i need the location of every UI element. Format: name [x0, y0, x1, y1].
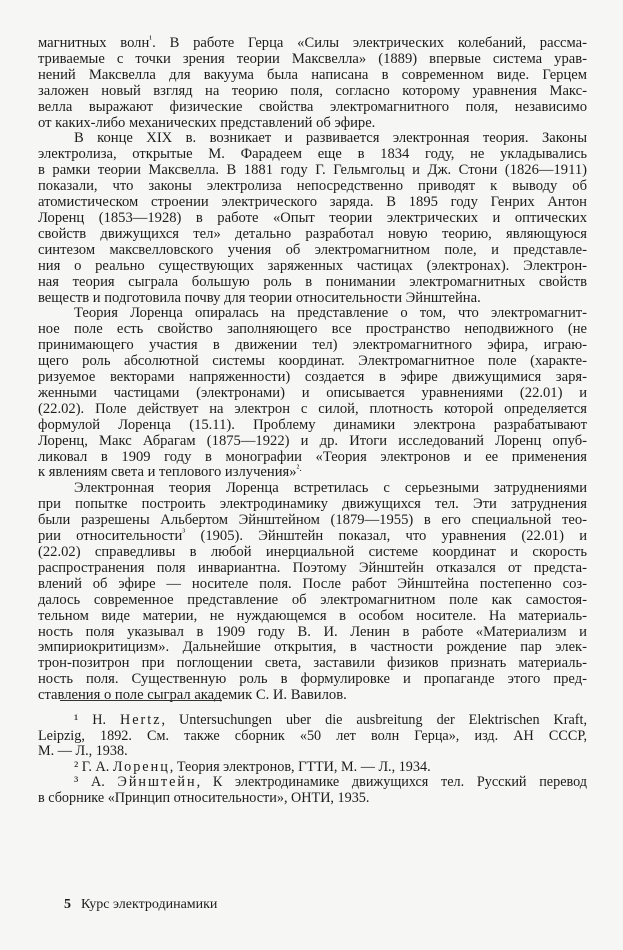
- footnote-ref-2: ².: [296, 464, 302, 475]
- text-line: в рамки теории Максвелла. В 1881 году Г. Гельмгольц и Дж. Стони (1826—1911): [38, 162, 587, 179]
- footnote-line: М. — Л., 1938.: [38, 743, 128, 760]
- text-line: В конце XIX в. возникает и развивается электронная теория. Законы: [74, 130, 587, 147]
- text-line: электролиза, открытые М. Фарадеем еще в 1834 году, не укладывались: [38, 146, 587, 163]
- footnote-3: ³ А. Эйнштейн, К электродинамике движущихся тел. Русский перевод: [74, 774, 588, 791]
- text-line: рии относительности$^{^3}$ (1905). Эйнштейн показал, что уравнения (22.01) и: [38, 528, 587, 545]
- text-line: Лоренц (1853—1928) в работе «Опыт теории электрических и оптических: [38, 209, 587, 226]
- footnotes: [38, 713, 587, 807]
- text-line: ставления о поле сыграл академик С. И. Вавилов.: [38, 687, 347, 704]
- text-line: свойств движущихся тел» детально разработал новую теорию, являющуюся: [38, 225, 587, 242]
- text-line: ная теория сыграла большую роль в понимании электромагнитных свойств: [38, 273, 587, 290]
- footnote-1: ¹ H. Hertz, Untersuchungen uber die ausbreitung der Elektrischen Kraft,: [74, 712, 587, 728]
- text-line: тельном виде материи, не нуждающемся в особом носителе. На материаль-: [38, 607, 587, 624]
- text-line: ность поля указывал в 1909 году В. И. Ленин в работе «Материализм и: [38, 623, 587, 640]
- body-text: [38, 36, 587, 704]
- text-line: ния о реально существующих заряженных частицах (электронах). Электрон-: [38, 257, 587, 274]
- footnote-ref-3: ³: [182, 528, 186, 539]
- footnote-ref-1: ¹: [149, 35, 153, 45]
- text-line: эмпириокритицизм». Дальнейшие открытия, в частности рождение пар элек-: [38, 639, 587, 656]
- text-line: при попытке построить электродинамику движущихся тел. Эти затруднения: [38, 496, 587, 513]
- text-line: принимающего участия в движении тел) электромагнитного эфира, играю-: [38, 337, 587, 354]
- book-title: Курс электродинамики: [81, 897, 218, 912]
- text-line: к явлениям света и теплового излучения»$^{^2.}$: [38, 464, 302, 481]
- text-line: Теория Лоренца опиралась на представление о том, что электромагнит-: [74, 305, 587, 322]
- page-footer: [64, 897, 217, 913]
- text-line: ное поле есть свойство заполняющего все пространство неподвижного (не: [38, 321, 587, 338]
- text-line: формулой Лоренца (15.11). Проблему динамики электрона разрабатывают: [38, 416, 587, 433]
- footnote-line: в сборнике «Принцип относительности», ОНТИ, 1935.: [38, 789, 370, 806]
- sheet-number: 5: [64, 897, 71, 912]
- text-line: ризуемое векторами напряженности) создается в эфире движущимися заря-: [38, 369, 587, 386]
- text-line: велла выражают физические свойства электромагнитного поля, независимо: [38, 98, 587, 115]
- footnote-line: Leipzig, 1892. См. также сборник «50 лет волн Герца», изд. АН СССР,: [38, 727, 587, 744]
- text-line: ликовал в 1909 году в монографии «Теория электронов и ее применения: [38, 448, 587, 465]
- text-line: заложен новый взгляд на теорию поля, согласно которому уравнения Макс-: [38, 82, 587, 99]
- text-line: Электронная теория Лоренца встретилась с серьезными затруднениями: [74, 480, 587, 497]
- text-line: (22.02) справедливы в любой инерциальной системе координат и скорость: [38, 544, 587, 560]
- text-line: женными частицами (электронами) и описывается уравнениями (22.01) и: [38, 384, 587, 401]
- text-line: распространения поля инвариантна. Поэтому Эйнштейн отказался от предста-: [38, 559, 587, 576]
- text-line: триваемые с точки зрения теории Максвелла» (1889) впервые система урав-: [38, 50, 587, 67]
- text-line: нений Максвелла для вакуума была написана в современном виде. Герцем: [38, 66, 587, 83]
- footnote-divider: [60, 700, 222, 701]
- text-line: от каких-либо механических представлений об эфире.: [38, 114, 376, 131]
- text-line: влений об эфире — носителе поля. После работ Эйнштейна постепенно соз-: [38, 575, 587, 592]
- text-line: синтезом максвелловского учения об электромагнитном поле, и представле-: [38, 241, 587, 258]
- text-line: веществ и подготовила почву для теории относительности Эйнштейна.: [38, 289, 481, 306]
- text-line: Лоренц, Макс Абрагам (1875—1922) и др. Итоги исследований Лоренц опуб-: [38, 432, 587, 449]
- footnote-2: ² Г. А. Лоренц, Теория электронов, ГТТИ, М. — Л., 1934.: [74, 758, 431, 775]
- text-line: далось современное представление об электромагнитном поле как самостоя-: [38, 591, 587, 608]
- text-line: магнитных волн$^{^1}$. В работе Герца «Силы электрических колебаний, рассма-: [38, 35, 587, 51]
- text-line: показали, что законы электролиза непосредственно приводят к выводу об: [38, 178, 587, 195]
- text-line: атомистическом строении электрического заряда. В 1895 году Генрих Антон: [38, 194, 587, 211]
- text-line: (22.02). Поле действует на электрон с силой, плотность которой определяется: [38, 400, 587, 417]
- text-line: трон-позитрон при поглощении света, заставили физиков признать материаль-: [38, 655, 587, 672]
- text-line: были разрешены Альбертом Эйнштейном (1879—1955) в его специальной тео-: [38, 512, 587, 529]
- text-line: щего роль абсолютной системы координат. Электромагнитное поле (характе-: [38, 353, 587, 370]
- text-line: ность поля. Существенную роль в формулировке и пропаганде этого пред-: [38, 671, 587, 688]
